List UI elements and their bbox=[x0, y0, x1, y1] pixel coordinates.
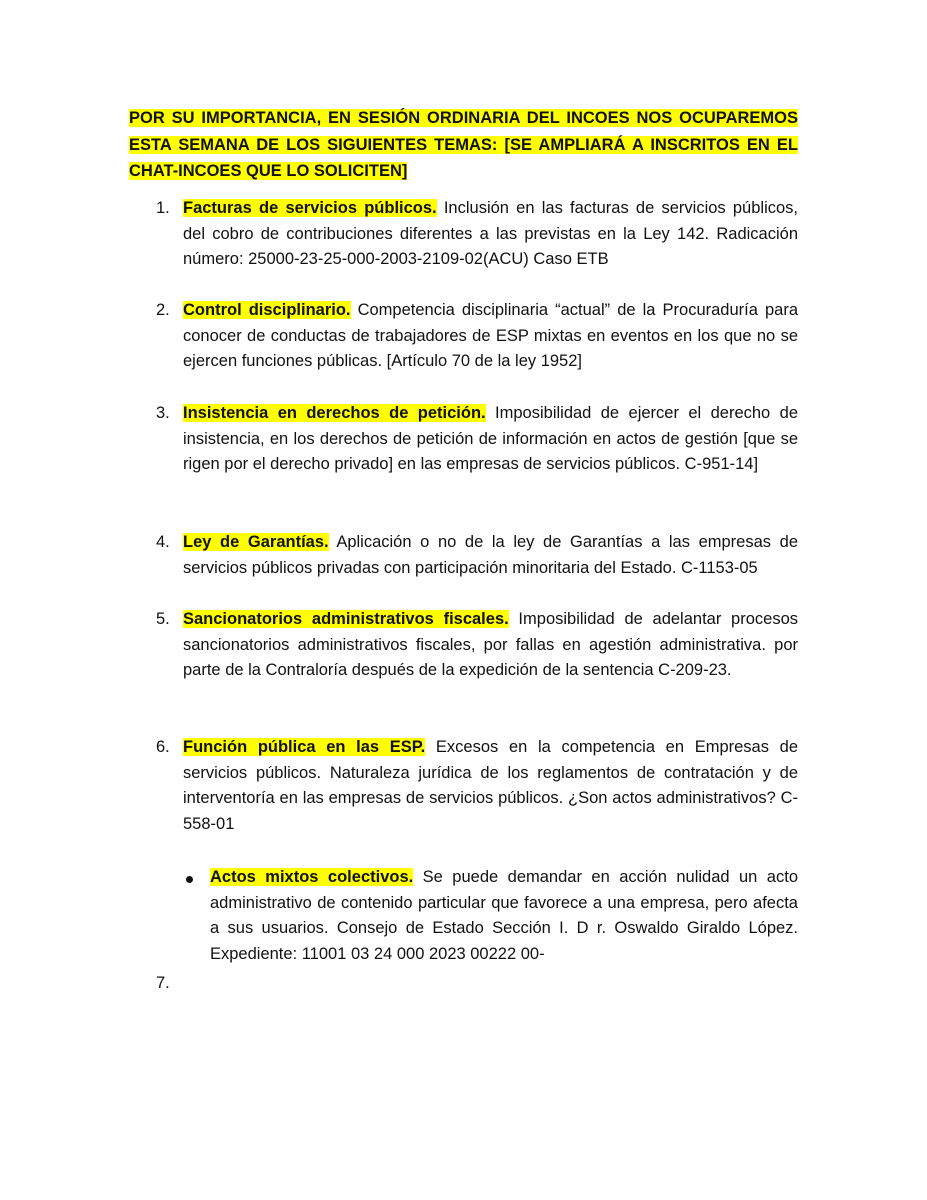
heading-highlight: POR SU IMPORTANCIA, EN SESIÓN ORDINARIA DEL INCOES NOS OCUPAREMOS ESTA SEMANA DE LOS SIGUIENTES TEMAS: [SE AMPLIARÁ A INSCRITOS EN EL CHAT-INCOES QUE LO SOLICITEN] bbox=[129, 109, 798, 180]
bullet-title: Actos mixtos colectivos. bbox=[210, 868, 414, 886]
item-text: Imposibilidad de adelantar procesos sancionatorios administrativos fiscales, por fallas en agestión administrativa. por parte de la Contraloría después de la expedición de la sentencia C-209-23. bbox=[183, 610, 798, 679]
item-text: Excesos en la competencia en Empresas de servicios públicos. Naturaleza jurídica de los reglamentos de contratación y de interventoría en las empresas de servicios públicos. ¿Son actos administrativos? C-558-01 bbox=[183, 738, 798, 833]
list-item bbox=[156, 735, 798, 837]
item-text: Aplicación o no de la ley de Garantías a las empresas de servicios públicos privadas con participación minoritaria del Estado. C-1153-05 bbox=[183, 533, 798, 577]
item-title: Control disciplinario. bbox=[183, 301, 351, 319]
item-title: Función pública en las ESP. bbox=[183, 738, 426, 756]
bullet-text: Se puede demandar en acción nulidad un acto administrativo de contenido particular que favorece a una empresa, pero afecta a sus usuarios. Consejo de Estado Sección I. D r. Oswaldo Giraldo López. Expediente: 11001 03 24 000 2023 00222 00- bbox=[210, 868, 798, 963]
item-text: Imposibilidad de ejercer el derecho de insistencia, en los derechos de petición de información en actos de gestión [que se rigen por el derecho privado] en las empresas de servicios públicos. C-951-14] bbox=[183, 404, 798, 473]
list-item bbox=[156, 607, 798, 684]
item-number: 3. bbox=[156, 404, 170, 422]
item-text: Inclusión en las facturas de servicios públicos, del cobro de contribuciones diferentes a las previstas en la Ley 142. Radicación número: 25000-23-25-000-2003-2109-02(ACU) Caso ETB bbox=[183, 199, 798, 268]
item-title: Sancionatorios administrativos fiscales. bbox=[183, 610, 509, 628]
item-number: 2. bbox=[156, 301, 170, 319]
item-text: Competencia disciplinaria “actual” de la Procuraduría para conocer de conductas de trabajadores de ESP mixtas en eventos en los que no se ejercen funciones públicas. [Artículo 70 de la ley 1952] bbox=[183, 301, 798, 370]
list-item bbox=[156, 401, 798, 478]
bullet-item bbox=[210, 865, 798, 967]
item-number: 5. bbox=[156, 610, 170, 628]
bullet-dot-icon bbox=[186, 876, 193, 883]
item-title: Facturas de servicios públicos. bbox=[183, 199, 437, 217]
item-title: Ley de Garantías. bbox=[183, 533, 329, 551]
empty-list-number: 7. bbox=[156, 974, 170, 992]
item-number: 6. bbox=[156, 738, 170, 756]
item-title: Insistencia en derechos de petición. bbox=[183, 404, 486, 422]
list-item bbox=[156, 298, 798, 375]
list-item bbox=[156, 196, 798, 273]
item-number: 4. bbox=[156, 533, 170, 551]
item-number: 1. bbox=[156, 199, 170, 217]
list-item bbox=[156, 530, 798, 581]
